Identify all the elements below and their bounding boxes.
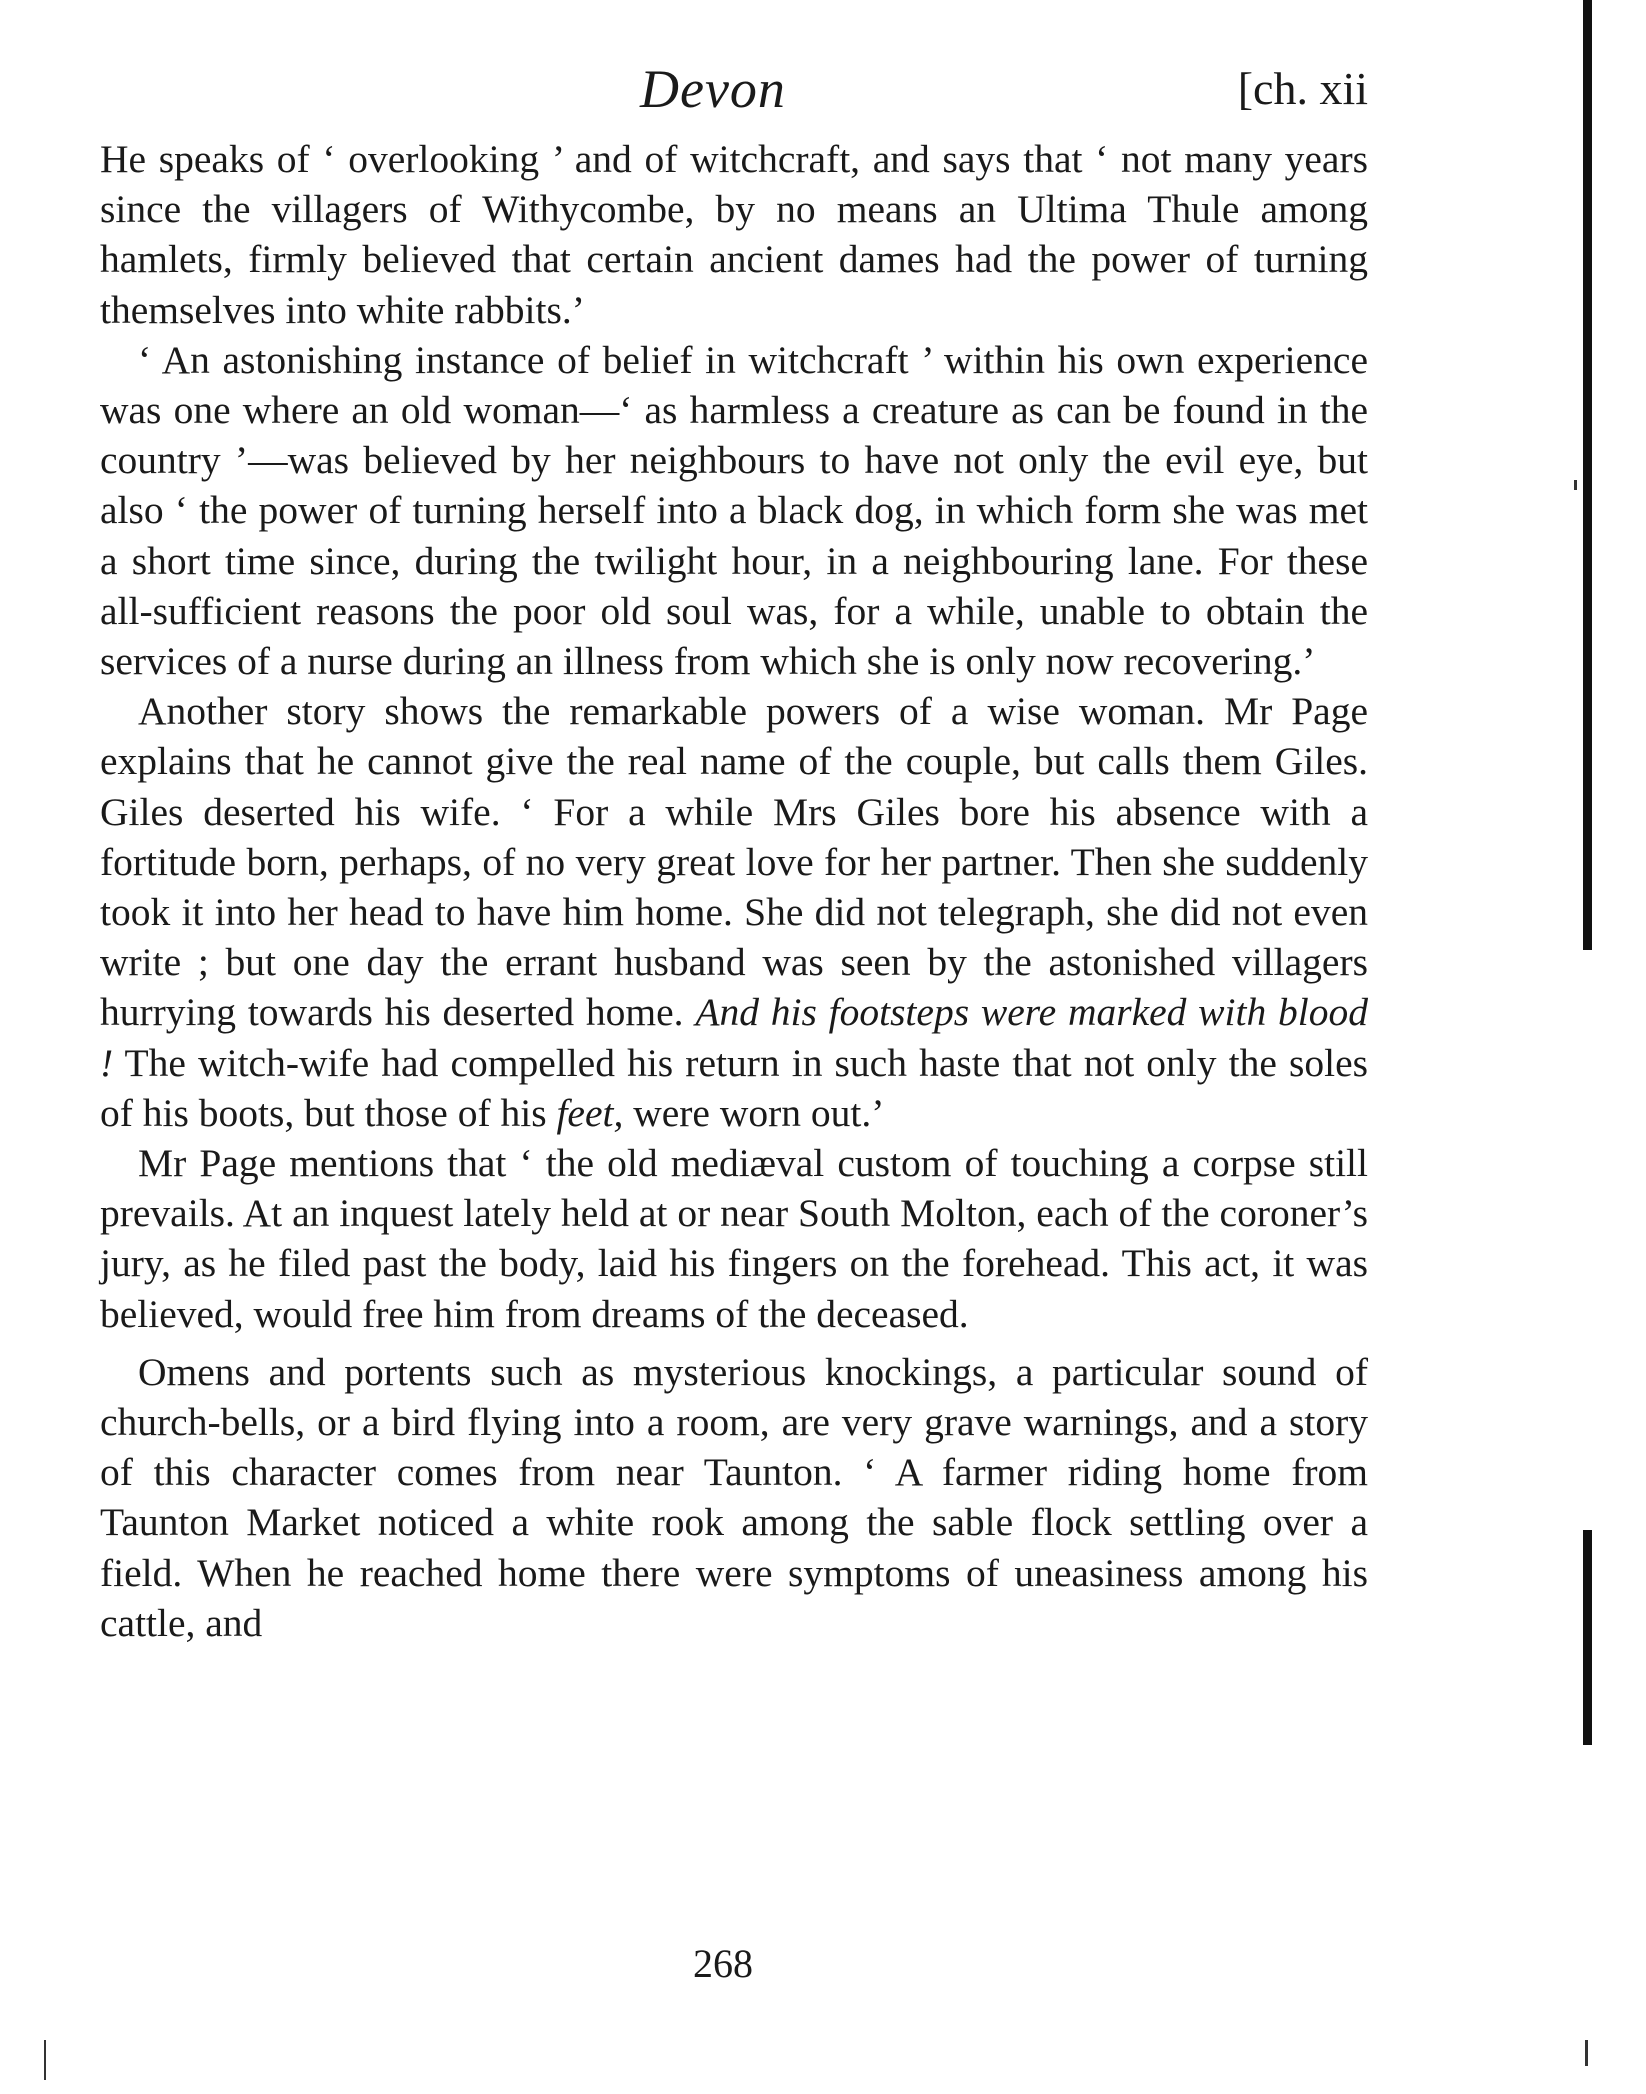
page-number: 268	[693, 1941, 753, 1986]
scan-mark	[1585, 2040, 1588, 2066]
text-run: Mr Page mentions that ‘ the old mediæval custom of touching a corpse still prevails. At an inquest lately held at or near South Molton, each of the coroner’s jury, as he filed past the body, laid his fingers on the forehead. This act, it was believed, would free him from dreams of the deceased.	[100, 1141, 1368, 1336]
paragraph	[100, 1138, 1368, 1339]
italic-text-run: And his footsteps were marked with blood !	[100, 990, 1368, 1085]
paragraph	[100, 1347, 1368, 1648]
scan-mark	[1574, 480, 1577, 490]
text-run: ‘ An astonishing instance of belief in witchcraft ’ within his own experience was one where an old woman—‘ as harmless a creature as can be found in the country ’—was believed by her neighbours to have not only the evil eye, but also ‘ the power of turning herself into a black dog, in which form she was met a short time since, during the twilight hour, in a neighbouring lane. For these all-sufficient reasons the poor old soul was, for a while, unable to obtain the services of a nurse during an illness from which she is only now recovering.’	[100, 337, 1368, 684]
italic-text-run: feet,	[556, 1090, 624, 1135]
text-run: He speaks of ‘ overlooking ’ and of witchcraft, and says that ‘ not many years since the villagers of Withycombe, by no means an Ultima Thule among hamlets, firmly believed that certain ancient dames had the power of turning themselves into white rabbits.’	[100, 137, 1368, 332]
paragraph	[100, 134, 1368, 335]
body-text	[100, 134, 1368, 1648]
paragraph	[100, 686, 1368, 1138]
chapter-marker: [ch. xii	[1237, 63, 1368, 114]
running-title: Devon	[640, 59, 786, 119]
scan-margin-bar	[1583, 0, 1592, 950]
scan-mark	[44, 2040, 46, 2080]
text-run: Omens and portents such as mysterious knockings, a particular sound of church-bells, or a bird flying into a room, are very grave warnings, and a story of this character comes from near Taunton. ‘ A farmer riding home from Taunton Market noticed a white rook among the sable flock settling over a field. When he reached home there were symptoms of uneasiness among his cattle, and	[100, 1349, 1368, 1645]
text-run: The witch-wife had compelled his return in such haste that not only the soles of his boots, but those of his	[100, 1040, 1368, 1135]
text-run: Another story shows the remarkable powers of a wise woman. Mr Page explains that he cannot give the real name of the couple, but calls them Giles. Giles deserted his wife. ‘ For a while Mrs Giles bore his absence with a fortitude born, perhaps, of no very great love for her partner. Then she suddenly took it into her head to have him home. She did not telegraph, she did not even write ; but one day the errant husband was seen by the astonished villagers hurrying towards his deserted home.	[100, 689, 1368, 1035]
text-run: were worn out.’	[623, 1090, 885, 1135]
running-header	[100, 58, 1368, 128]
scan-margin-bar	[1583, 1530, 1592, 1745]
paragraph	[100, 335, 1368, 686]
